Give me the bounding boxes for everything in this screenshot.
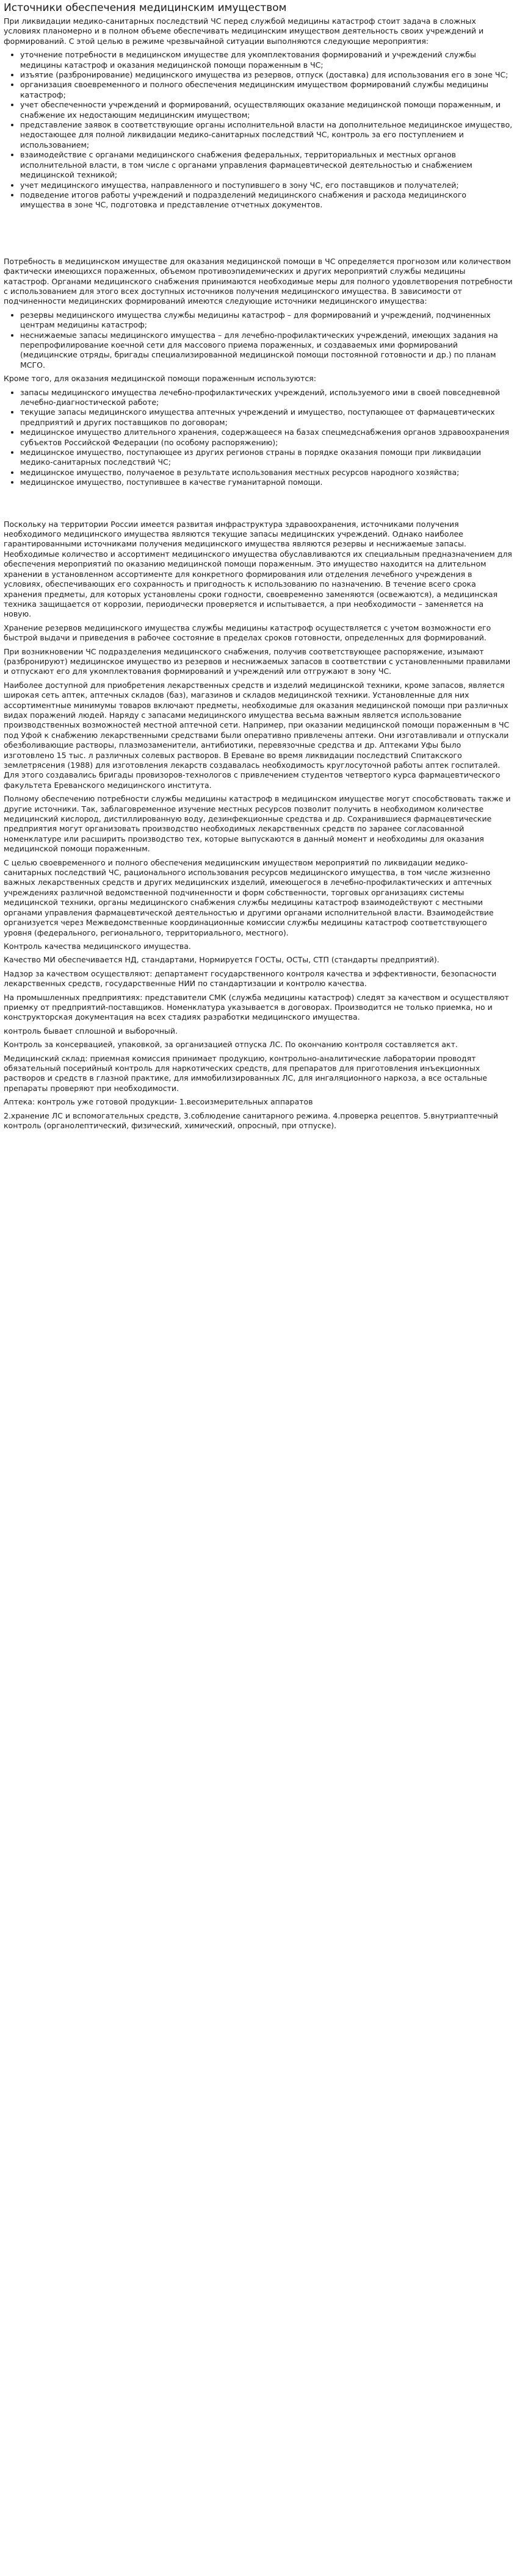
page-title: Источники обеспечения медицинским имуществом [4,2,287,14]
list-item: • изъятие (разбронирование) медицинского имущества из резервов, отпуск (доставка) для использования его в зоне ЧС; [20,70,513,80]
list-item: • учет обеспеченности учреждений и формирований, осуществляющих оказание медицинской помощи пораженным, и снабжение их недостающим медицинским имуществом; [20,100,513,120]
paragraph: Потребность в медицинском имуществе для оказания медицинской помощи в ЧС определяется прогнозом или количеством фактически имеющихся пораженных, объемом противоэпидемических и других мероприятий службы медицины катастроф. Органами медицинского снабжения принимаются необходимые меры для полного удовлетворения потребности с использованием для этого всех доступных источников получения медицинского имущества. В зависимости от подчиненности медицинских формирований имеются следующие источники медицинского имущества: [4,256,513,306]
paragraph: С целью своевременного и полного обеспечения медицинским имуществом мероприятий по ликвидации медико-санитарных последствий ЧС, рационального использования ресурсов медицинского имущества, в том числе жизненно важных лекарственных средств и других медицинских изделий, имеющегося в лечебно-профилактических и аптечных учреждениях различной ведомственной подчиненности и форм собственности, торговых организациях системы медицинской техники, органы медицинского снабжения службы медицины катастроф взаимодействуют с местными органами управления фармацевтической деятельностью и другими органами исполнительной власти. Взаимодействие организуется через Межведомственные координационные комиссии службы медицины катастроф соответствующего уровня (федерального, регионального, территориального, местного). [4,857,494,937]
spacer [4,492,513,520]
measures-list [4,50,513,210]
list-item: • представление заявок в соответствующие органы исполнительной власти на дополнительное медицинское имущество, недостающее для полной ликвидации медико-санитарных последствий ЧС, контроль за его поступлением и использованием; [20,120,513,150]
paragraph: Полному обеспечению потребности службы медицины катастроф в медицинском имуществе могут способствовать также и другие источники. Так, заблаговременное изучение местных ресурсов позволит получить в необходимом количестве медицинский кислород, дистиллированную воду, дезинфекционные средства и др. Сохранившиеся фармацевтические предприятия могут организовать производство необходимых лекарственных средств по заранее согласованной номенклатуре или расширить производство тех, которые выпускаются в данный момент и необходимы для оказания медицинской помощи пораженным. [4,794,511,854]
paragraph: Качество МИ обеспечивается НД, стандартами, Нормируется ГОСТы, ОСТы, СТП (стандарты предприятий). [4,955,439,965]
spacer [4,214,513,257]
list-item: • учет медицинского имущества, направленного и поступившего в зону ЧС, его поставщиков и получателей; [20,181,513,190]
paragraph: Поскольку на территории России имеется развитая инфраструктура здравоохранения, источниками получения необходимого медицинского имущества являются текущие запасы медицинских учреждений. Однако наиболее гарантированными источниками получения медицинского имущества являются резервы и неснижаемые запасы. Необходимые количество и ассортимент медицинского имущества обуславливаются их специальным предназначением для обеспечения мероприятий по оказанию медицинской помощи пораженным. Это имущество находится на длительном хранении в установленном ассортименте для конкретного формирования или отделения лечебного учреждения в условиях, обеспечивающих его сохранность и пригодность к использованию по назначению. В течение всего срока хранения предметы, для которых установлены сроки годности, своевременно заменяются (освежаются), а медицинская техника защищается от коррозии, периодически проверяется и испытывается, а при необходимости – заменяется на новую. [4,519,512,619]
paragraph: 2.хранение ЛС и вспомогательных средств, 3.соблюдение санитарного режима. 4.проверка рецептов. 5.внутриаптечный контроль (органолептический, физический, химический, опросный, при отпуске). [4,1111,499,1130]
paragraph: Кроме того, для оказания медицинской помощи пораженным используются: [4,374,316,384]
list-item: • уточнение потребности в медицинском имуществе для укомплектования формирований и учреждений службы медицины катастроф и оказания медицинской помощи пораженным в ЧС; [20,50,513,70]
article [0,0,517,1140]
paragraph: Наиболее доступной для приобретения лекарственных средств и изделий медицинской техники, кроме запасов, является широкая сеть аптек, аптечных складов (баз), магазинов и складов медицинской техники. Установленные для них ассортиментные минимумы товаров включают предметы, необходимые для оказания медицинской помощи при различных видах поражений людей. Наряду с запасами медицинского имущества весьма важным является использование производственных возможностей местной аптечной сети. Например, при оказании медицинской помощи пораженным в ЧС под Уфой к снабжению лекарственными средствами были оперативно привлечены аптеки. Они изготавливали и отпускали обезболивающие растворы, плазмозаменители, антибиотики, перевязочные средства и др. Аптеками Уфы было изготовлено 15 тыс. л различных солевых растворов. В Ереване во время ликвидации последствий Спитакского землетрясения (1988) для изготовления лекарств создавалась необходимость круглосуточной работы аптек госпиталей. Для этого создавались бригады провизоров-технологов с привлечением студентов четвертого курса фармацевтического факультета Ереванского медицинского института. [4,680,510,790]
list-item: • резервы медицинского имущества службы медицины катастроф – для формирований и учреждений, подчиненных центрам медицины катастроф; [20,310,513,331]
paragraph: При возникновении ЧС подразделения медицинского снабжения, получив соответствующее распоряжение, изымают (разбронируют) медицинское имущество из резервов и неснижаемых запасов в соответствии с установленными правилами и отпускают его для укомплектования формирований и учреждений или отгружают в зону ЧС. [4,646,511,676]
list-item: • текущие запасы медицинского имущества аптечных учреждений и имущество, поступающее от фармацевтических предприятий и других поставщиков по договорам; [20,407,513,428]
paragraph: Контроль качества медицинского имущества. [4,941,191,951]
list-item: • медицинское имущество, поступающее из других регионов страны в порядке оказания помощи при ликвидации медико-санитарных последствий ЧС; [20,448,513,468]
paragraph: На промышленных предприятиях: представители СМК (служба медицины катастроф) следят за качеством и осуществляют приемку от предприятий-поставщиков. Номенклатура указывается в договорах. Производится не только приемка, но и конструкторская документация на всех стадиях разработки медицинского имущества. [4,992,509,1022]
paragraph: Медицинский склад: приемная комиссия принимает продукцию, контрольно-аналитические лаборатории проводят обязательный посерийный контроль для наркотических средств, для препаратов для приготовления инъекционных растворов и средств в глазной практике, для иммобилизированных ЛС, для ингаляционного наркоза, а все остальные препараты проверяют при необходимости. [4,1053,488,1093]
list-item: • медицинское имущество, получаемое в результате использования местных ресурсов народного хозяйства; [20,468,513,478]
paragraph: Аптека: контроль уже готовой продукции- 1.весоизмерительных аппаратов [4,1097,313,1107]
list-item: • подведение итогов работы учреждений и подразделений медицинского снабжения и расхода медицинского имущества в зоне ЧС, подготовка и представление отчетных документов. [20,190,513,210]
paragraph: Хранение резервов медицинского имущества службы медицины катастроф осуществляется с учетом возможности его быстрой выдачи и приведения в рабочее состояние в пределах сроков готовности, определенных для формирований. [4,623,491,643]
list-item: • взаимодействие с органами медицинского снабжения федеральных, территориальных и местных органов исполнительной власти, в том числе с органами управления фармацевтической деятельностью и снабжением медицинской техникой; [20,150,513,180]
list-item: • организация своевременного и полного обеспечения медицинским имуществом формирований службы медицины катастроф; [20,80,513,100]
sources-list [4,310,513,370]
paragraph: Контроль за консервацией, упаковкой, за организацией отпуска ЛС. По окончанию контроля составляется акт. [4,1040,458,1050]
list-item: • медицинское имущество длительного хранения, содержащееся на базах спецмедснабжения органов здравоохранения субъектов Российской Федерации (по особому распоряжению); [20,428,513,448]
intro-paragraph: При ликвидации медико-санитарных последствий ЧС перед службой медицины катастроф стоит задача в сложных условиях планомерно и в полном объеме обеспечивать медицинским имуществом деятельность своих учреждений и формирований. С этой целью в режиме чрезвычайной ситуации выполняются следующие мероприятия: [4,16,484,46]
list-item: • запасы медицинского имущества лечебно-профилактических учреждений, используемого ими в своей повседневной лечебно-диагностической работе; [20,388,513,408]
list-item: • неснижаемые запасы медицинского имущества – для лечебно-профилактических учреждений, имеющих задания на перепрофилирование коечной сети для массового приема пораженных, и создаваемых ими формирований (медицинские отряды, бригады специализированной медицинской помощи постоянной готовности и др.) по планам МСГО. [20,331,513,371]
list-item: • медицинское имущество, поступившее в качестве гуманитарной помощи. [20,478,513,487]
additional-sources-list [4,388,513,488]
paragraph: контроль бывает сплошной и выборочный. [4,1026,178,1036]
paragraph: Надзор за качеством осуществляют: департамент государственного контроля качества и эффективности, безопасности лекарственных средств, государственные НИИ по стандартизации и контролю качества. [4,968,497,989]
